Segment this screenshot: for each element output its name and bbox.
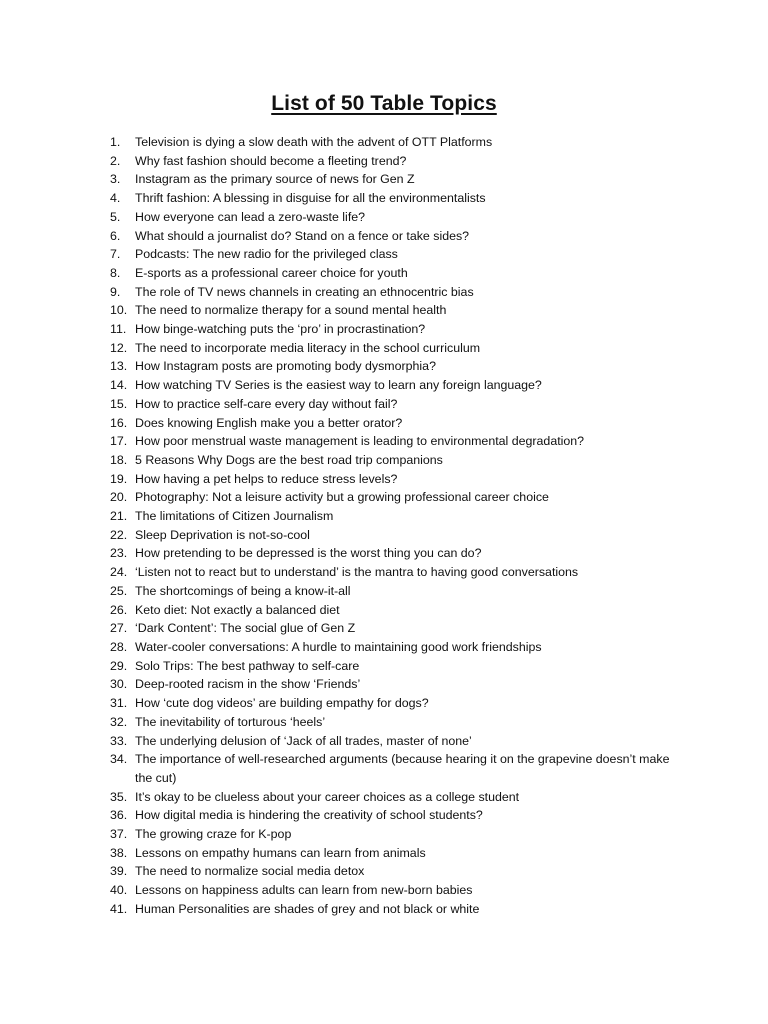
list-item <box>110 881 670 900</box>
list-item <box>110 376 670 395</box>
list-item-text: How poor menstrual waste management is leading to environmental degradation? <box>135 434 585 449</box>
list-item <box>110 339 670 358</box>
list-item <box>110 862 670 881</box>
list-item-text: Does knowing English make you a better orator? <box>135 415 403 430</box>
list-item-number: 34. <box>110 752 128 767</box>
list-item-number: 4. <box>110 191 121 206</box>
list-item-number: 41. <box>110 901 128 916</box>
list-item-number: 6. <box>110 228 121 243</box>
list-item-number: 15. <box>110 396 128 411</box>
list-item-text: The inevitability of torturous ‘heels’ <box>135 714 326 729</box>
list-item-number: 35. <box>110 789 128 804</box>
list-item-number: 2. <box>110 153 121 168</box>
list-item-text: Sleep Deprivation is not-so-cool <box>135 527 310 542</box>
list-item <box>110 488 670 507</box>
list-item-number: 37. <box>110 827 128 842</box>
list-item-text: Why fast fashion should become a fleeting trend? <box>135 153 407 168</box>
list-item <box>110 245 670 264</box>
list-item-text: Lessons on empathy humans can learn from animals <box>135 845 426 860</box>
list-item-number: 20. <box>110 490 128 505</box>
list-item-number: 5. <box>110 209 121 224</box>
list-item <box>110 806 670 825</box>
list-item <box>110 694 670 713</box>
topic-list <box>110 133 670 919</box>
list-item-text: Water-cooler conversations: A hurdle to maintaining good work friendships <box>135 639 542 654</box>
list-item-text: 5 Reasons Why Dogs are the best road trip companions <box>135 452 443 467</box>
list-item <box>110 900 670 919</box>
list-item-text: The underlying delusion of ‘Jack of all trades, master of none’ <box>135 733 472 748</box>
list-item <box>110 395 670 414</box>
list-item-number: 32. <box>110 714 128 729</box>
list-item <box>110 788 670 807</box>
list-item-text: How binge-watching puts the ‘pro’ in procrastination? <box>135 322 426 337</box>
list-item-text: Human Personalities are shades of grey and not black or white <box>135 901 480 916</box>
list-item-text: How watching TV Series is the easiest way to learn any foreign language? <box>135 378 542 393</box>
list-item-number: 22. <box>110 527 128 542</box>
list-item-text: The growing craze for K-pop <box>135 827 292 842</box>
list-item-text: The need to incorporate media literacy in the school curriculum <box>135 340 481 355</box>
list-item-text: Lessons on happiness adults can learn from new-born babies <box>135 883 473 898</box>
list-item-text: The importance of well-researched arguments (because hearing it on the grapevine doesn’t make the cut) <box>135 752 670 785</box>
list-item-text: Solo Trips: The best pathway to self-care <box>135 658 360 673</box>
list-item-number: 9. <box>110 284 121 299</box>
list-item <box>110 208 670 227</box>
list-item-text: Podcasts: The new radio for the privileged class <box>135 247 398 262</box>
list-item-text: Thrift fashion: A blessing in disguise for all the environmentalists <box>135 191 486 206</box>
list-item-text: How ‘cute dog videos’ are building empathy for dogs? <box>135 696 429 711</box>
list-item <box>110 432 670 451</box>
list-item-text: Photography: Not a leisure activity but a growing professional career choice <box>135 490 549 505</box>
list-item <box>110 526 670 545</box>
list-item-text: The limitations of Citizen Journalism <box>135 509 334 524</box>
list-item <box>110 582 670 601</box>
list-item-text: The need to normalize social media detox <box>135 864 365 879</box>
list-item-text: How everyone can lead a zero-waste life? <box>135 209 366 224</box>
list-item <box>110 414 670 433</box>
list-item-text: Keto diet: Not exactly a balanced diet <box>135 602 340 617</box>
list-item-text: ‘Dark Content’: The social glue of Gen Z <box>135 621 356 636</box>
list-item-text: It’s okay to be clueless about your career choices as a college student <box>135 789 520 804</box>
list-item-number: 11. <box>110 322 127 337</box>
list-item <box>110 657 670 676</box>
list-item-number: 31. <box>110 696 128 711</box>
list-item-text: How having a pet helps to reduce stress levels? <box>135 471 398 486</box>
list-item <box>110 133 670 152</box>
list-item-number: 16. <box>110 415 128 430</box>
list-item-text: Television is dying a slow death with the advent of OTT Platforms <box>135 135 493 149</box>
list-item <box>110 844 670 863</box>
list-item <box>110 619 670 638</box>
list-item-number: 21. <box>110 509 128 524</box>
list-item <box>110 750 670 787</box>
list-item <box>110 638 670 657</box>
list-item <box>110 283 670 302</box>
list-item-number: 17. <box>110 434 128 449</box>
list-item-number: 27. <box>110 621 128 636</box>
list-item <box>110 264 670 283</box>
list-item-number: 1. <box>110 135 121 149</box>
list-item <box>110 470 670 489</box>
list-item-text: ‘Listen not to react but to understand’ is the mantra to having good conversations <box>135 565 579 580</box>
page-title: List of 50 Table Topics <box>271 92 497 115</box>
list-item-number: 14. <box>110 378 128 393</box>
list-item-text: What should a journalist do? Stand on a fence or take sides? <box>135 228 470 243</box>
list-item-number: 28. <box>110 639 128 654</box>
list-item-text: How pretending to be depressed is the worst thing you can do? <box>135 546 482 561</box>
list-item-number: 40. <box>110 883 128 898</box>
list-item <box>110 451 670 470</box>
list-item-number: 7. <box>110 247 121 262</box>
list-item <box>110 507 670 526</box>
list-item-number: 24. <box>110 565 128 580</box>
list-item-number: 23. <box>110 546 128 561</box>
list-item-text: E-sports as a professional career choice for youth <box>135 265 408 280</box>
list-item <box>110 227 670 246</box>
list-item-text: Deep-rooted racism in the show ‘Friends’ <box>135 677 361 692</box>
list-item-number: 29. <box>110 658 128 673</box>
list-item-number: 25. <box>110 583 128 598</box>
list-item <box>110 601 670 620</box>
list-item-number: 12. <box>110 340 128 355</box>
list-item-number: 36. <box>110 808 128 823</box>
list-item <box>110 189 670 208</box>
list-item <box>110 320 670 339</box>
list-item-number: 18. <box>110 452 128 467</box>
list-item <box>110 301 670 320</box>
list-item-number: 10. <box>110 303 128 318</box>
list-item <box>110 563 670 582</box>
list-item-number: 26. <box>110 602 128 617</box>
list-item <box>110 544 670 563</box>
list-item-number: 30. <box>110 677 128 692</box>
list-item-text: How Instagram posts are promoting body dysmorphia? <box>135 359 436 374</box>
list-item-text: Instagram as the primary source of news for Gen Z <box>135 172 415 187</box>
list-item <box>110 732 670 751</box>
list-item <box>110 152 670 171</box>
list-item <box>110 825 670 844</box>
list-item <box>110 170 670 189</box>
list-item-number: 38. <box>110 845 128 860</box>
list-item-text: How to practice self-care every day without fail? <box>135 396 398 411</box>
list-item-number: 13. <box>110 359 128 374</box>
list-item-number: 33. <box>110 733 128 748</box>
list-item-text: The need to normalize therapy for a sound mental health <box>135 303 447 318</box>
list-item-number: 3. <box>110 172 121 187</box>
list-item <box>110 675 670 694</box>
list-item-number: 8. <box>110 265 121 280</box>
list-item-text: How digital media is hindering the creativity of school students? <box>135 808 483 823</box>
list-item-number: 19. <box>110 471 128 486</box>
list-item-text: The role of TV news channels in creating an ethnocentric bias <box>135 284 474 299</box>
list-item <box>110 713 670 732</box>
list-item-number: 39. <box>110 864 128 879</box>
list-item-text: The shortcomings of being a know-it-all <box>135 583 351 598</box>
list-item <box>110 357 670 376</box>
